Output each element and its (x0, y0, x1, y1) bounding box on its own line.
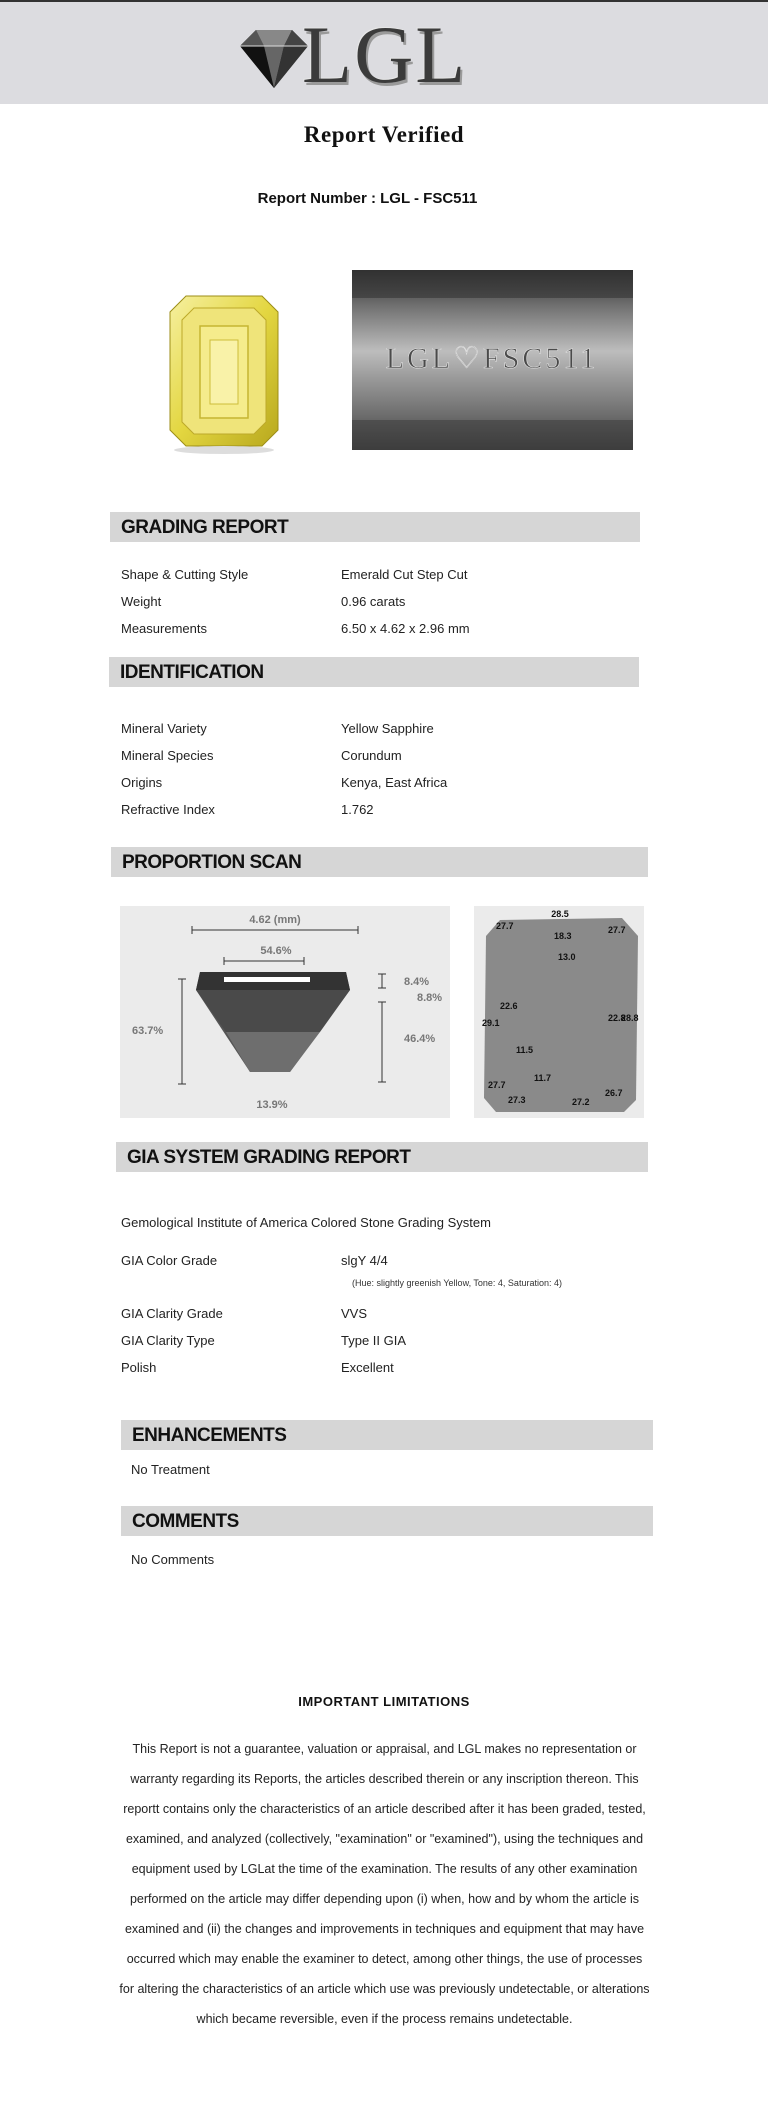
limitations-heading: IMPORTANT LIMITATIONS (298, 1694, 470, 1709)
grading-report-heading: GRADING REPORT (110, 512, 640, 542)
scan-value: 26.7 (605, 1088, 623, 1098)
identification-heading: IDENTIFICATION (109, 657, 639, 687)
gem-photo (134, 272, 324, 462)
scan-value: 27.3 (508, 1095, 526, 1105)
gia-color-value: slgY 4/4 (341, 1253, 388, 1268)
row-label: Mineral Variety (121, 721, 207, 736)
row-value: Type II GIA (341, 1333, 407, 1348)
row-label: GIA Clarity Type (121, 1333, 215, 1348)
row-value: VVS (341, 1306, 368, 1321)
row-label: Measurements (121, 621, 207, 636)
page-title: Report Verified (303, 122, 465, 147)
row-label: Mineral Species (121, 748, 214, 763)
scan-value: 18.3 (554, 931, 572, 941)
proportion-top-view-diagram (474, 906, 644, 1118)
row-value: Kenya, East Africa (341, 775, 448, 790)
gia-color-note: (Hue: slightly greenish Yellow, Tone: 4, Saturation: 4) (352, 1278, 562, 1288)
scan-value: 28.5 (551, 909, 569, 919)
logo-text: LGL (302, 9, 468, 100)
depth-label: 63.7% (132, 1025, 164, 1037)
scan-value: 11.7 (534, 1073, 552, 1083)
scan-value: 27.7 (488, 1080, 506, 1090)
row-value: 6.50 x 4.62 x 2.96 mm (341, 621, 470, 636)
scan-value: 28.8 (621, 1013, 639, 1023)
scan-value: 22.6 (500, 1001, 518, 1011)
comments-text: No Comments (131, 1552, 215, 1567)
limitations-body: This Report is not a guarantee, valuation or appraisal, and LGL makes no representation or warranty regarding its Reports, the articles described therein or any inscription thereon. This reportt contains only the characteristics of an article described after it has been graded, tested, examined, and analyzed (collectively, "examination" or "examined"), using the techniques and equipment used by LGLat the time of the examination. The results of any other examination performed on the article may differ depending upon (i) when, how and by whom the article is examined and (ii) the changes and improvements in techniques and equipment that may have occurred which may enable the examiner to detect, among other things, the use of processes for altering the characteristics of an article which use was previously undetectable, or alterations which became reversible, even if the process remains undetectable. (119, 1742, 650, 2026)
scan-value: 27.2 (572, 1097, 590, 1107)
row-value: Yellow Sapphire (341, 721, 434, 736)
row-value: 1.762 (341, 802, 374, 817)
row-value: Emerald Cut Step Cut (341, 567, 468, 582)
gia-system-note: Gemological Institute of America Colored Stone Grading System (121, 1215, 491, 1230)
row-value: 0.96 carats (341, 594, 406, 609)
culet-label: 13.9% (256, 1099, 288, 1111)
scan-value: 29.1 (482, 1018, 500, 1028)
row-label: Shape & Cutting Style (121, 567, 249, 582)
proportion-scan-heading: PROPORTION SCAN (111, 847, 648, 877)
enhancements-text: No Treatment (131, 1462, 210, 1477)
scan-value: 11.5 (516, 1045, 534, 1055)
lgl-logo (234, 9, 494, 100)
inscription-photo (352, 270, 633, 450)
row-value: Excellent (341, 1360, 394, 1375)
table-label: 54.6% (260, 945, 292, 957)
row-label: Polish (121, 1360, 157, 1375)
enhancements-heading: ENHANCEMENTS (121, 1420, 653, 1450)
crown-label: 8.4% (404, 976, 430, 988)
scan-value: 13.0 (558, 952, 576, 962)
proportion-profile-diagram (120, 906, 450, 1118)
row-label: GIA Clarity Grade (121, 1306, 223, 1321)
row-value: Corundum (341, 748, 402, 763)
pavilion-label: 46.4% (404, 1033, 436, 1045)
report-number: Report Number : LGL - FSC511 (257, 190, 478, 207)
gia-report-heading: GIA SYSTEM GRADING REPORT (116, 1142, 648, 1172)
scan-value: 27.7 (496, 921, 514, 931)
comments-heading: COMMENTS (121, 1506, 653, 1536)
scan-value: 27.7 (608, 925, 626, 935)
width-label: 4.62 (mm) (249, 914, 301, 926)
row-label: Origins (121, 775, 163, 790)
gia-color-label: GIA Color Grade (121, 1253, 218, 1268)
header-band (0, 2, 768, 104)
girdle-label: 8.8% (417, 992, 443, 1004)
row-label: Refractive Index (121, 802, 215, 817)
row-label: Weight (121, 594, 162, 609)
inscription-text: LGL♡FSC511 (385, 342, 599, 375)
scan-value: 22.8 (608, 1013, 626, 1023)
